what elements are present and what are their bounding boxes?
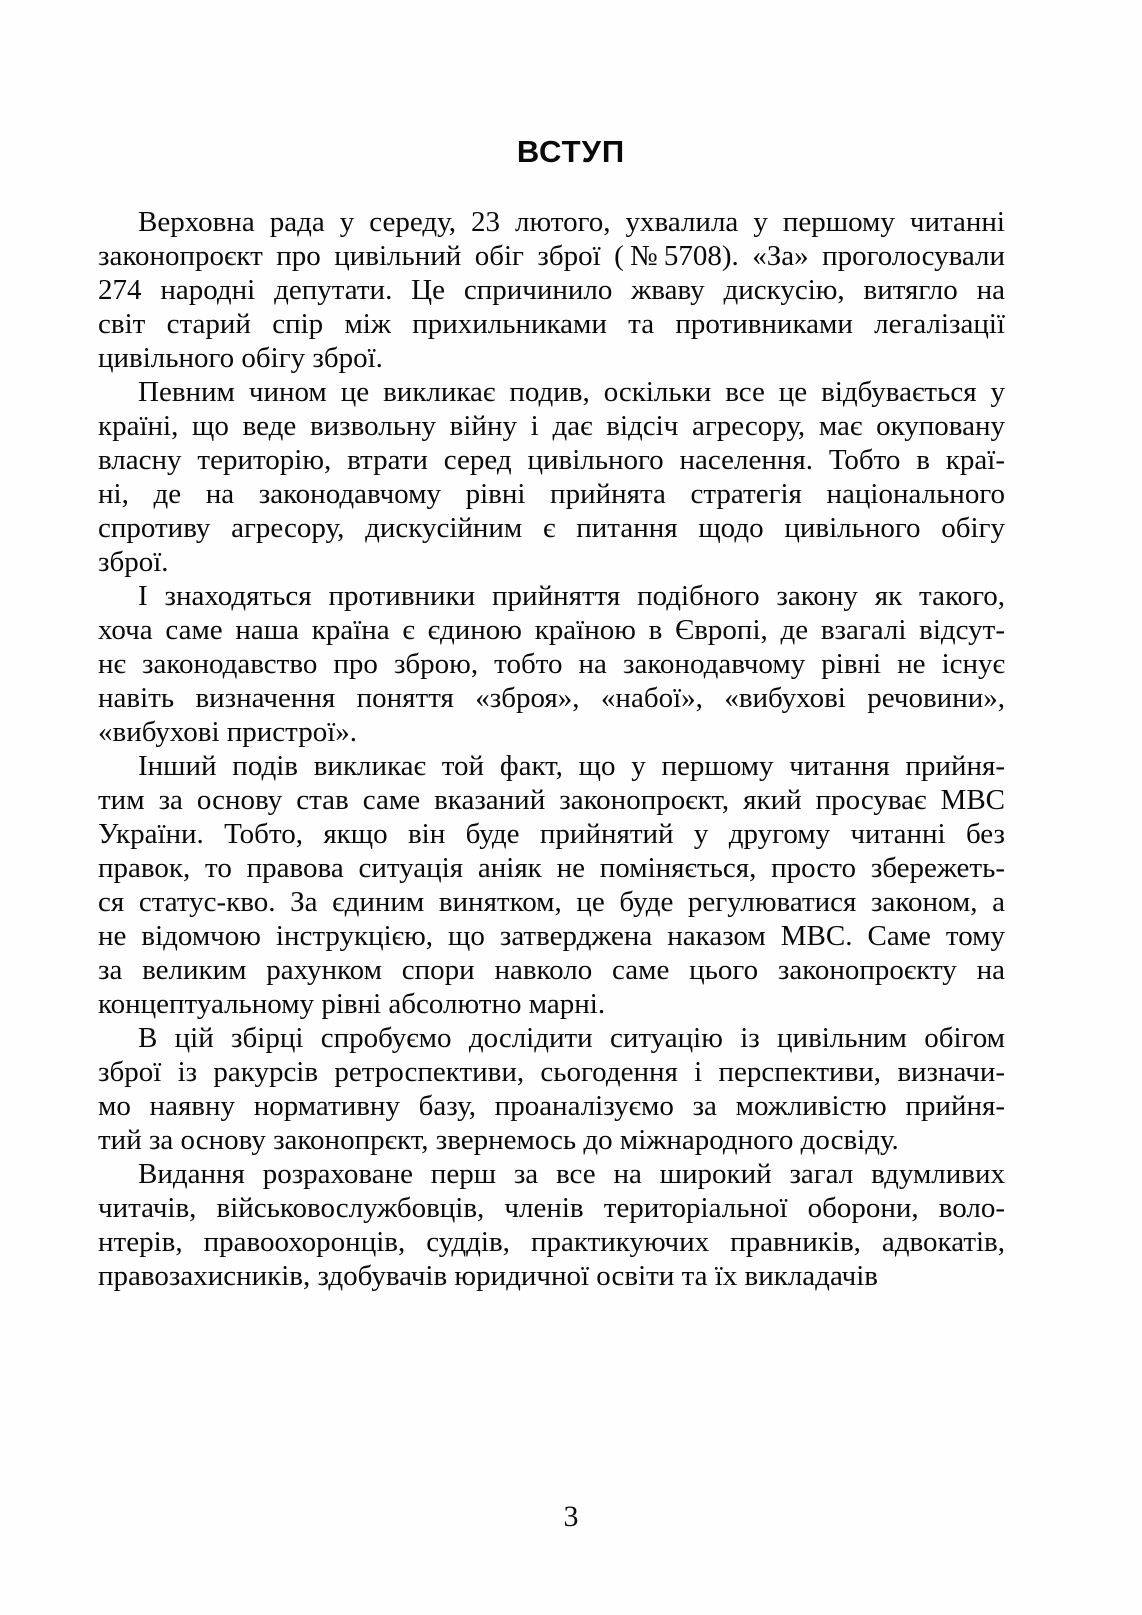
text-line: правозахисників, здобувачів юридичної освіти та їх викладачів [98, 1260, 878, 1292]
body-text [98, 205, 1005, 1293]
text-line: за великим рахунком спори навколо саме цього законопроєкту на [98, 954, 1005, 986]
paragraph [98, 749, 1005, 1021]
page-number: 3 [563, 1500, 579, 1533]
text-line: не відомчою інструкцією, що затверджена наказом МВС. Саме тому [98, 920, 1005, 952]
text-line: тий за основу законопрєкт, звернемось до міжнародного досвіду. [98, 1124, 899, 1156]
text-line: власну територію, втрати серед цивільного населення. Тобто в краї- [98, 444, 1005, 476]
text-line: концептуальному рівні абсолютно марні. [98, 988, 606, 1020]
text-line: мо наявну нормативну базу, проаналізуємо за можливістю прийня- [98, 1090, 1005, 1122]
text-line: нтерів, правоохоронців, суддів, практикуючих правників, адвокатів, [98, 1226, 1005, 1258]
paragraph [98, 375, 1005, 579]
text-line: України. Тобто, якщо він буде прийнятий у другому читанні без [98, 818, 1005, 850]
text-line: тим за основу став саме вказаний законопроєкт, який просуває МВС [98, 784, 1005, 816]
text-line: «вибухові пристрої». [98, 716, 358, 748]
text-line: зброї із ракурсів ретроспективи, сьогодення і перспективи, визначи- [98, 1056, 1005, 1088]
text-line: ся статус-кво. За єдиним винятком, це буде регулюватися законом, а [98, 886, 1005, 918]
text-line: Певним чином це викликає подив, оскільки все це відбувається у [138, 376, 1005, 408]
text-line: зброї. [98, 546, 169, 578]
text-line: читачів, військовослужбовців, членів територіальної оборони, воло- [98, 1192, 1005, 1224]
text-line: хоча саме наша країна є єдиною країною в Європі, де взагалі відсут- [98, 614, 1005, 646]
paragraph [98, 1021, 1005, 1157]
text-line: цивільного обігу зброї. [98, 342, 383, 374]
text-line: правок, то правова ситуація аніяк не поміняється, просто збережеть- [98, 852, 1005, 884]
paragraph [98, 1157, 1005, 1293]
text-line: Верховна рада у середу, 23 лютого, ухвалила у першому читанні [138, 206, 1005, 238]
text-line: 274 народні депутати. Це спричинило жваву дискусію, витягло на [98, 274, 1005, 306]
text-line: країні, що веде визвольну війну і дає відсіч агресору, має окуповану [98, 410, 1005, 442]
page-title: ВСТУП [516, 134, 626, 169]
text-line: Видання розраховане перш за все на широкий загал вдумливих [138, 1158, 1005, 1190]
text-line: нє законодавство про зброю, тобто на законодавчому рівні не існує [98, 648, 1005, 680]
text-line: ні, де на законодавчому рівні прийнята стратегія національного [98, 478, 1005, 510]
text-line: світ старий спір між прихильниками та противниками легалізації [98, 308, 1005, 340]
text-line: спротиву агресору, дискусійним є питання щодо цивільного обігу [98, 512, 1005, 544]
text-line: Інший подів викликає той факт, що у першому читання прийня- [138, 750, 1005, 782]
paragraph [98, 579, 1005, 749]
text-line: навіть визначення поняття «зброя», «набої», «вибухові речовини», [98, 682, 1005, 714]
paragraph [98, 205, 1005, 375]
text-line: І знаходяться противники прийняття подібного закону як такого, [138, 580, 1005, 612]
text-line: В цій збірці спробуємо дослідити ситуацію із цивільним обігом [138, 1022, 1005, 1054]
text-line: законопроєкт про цивільний обіг зброї (№5708). «За» проголосували [98, 240, 1005, 272]
